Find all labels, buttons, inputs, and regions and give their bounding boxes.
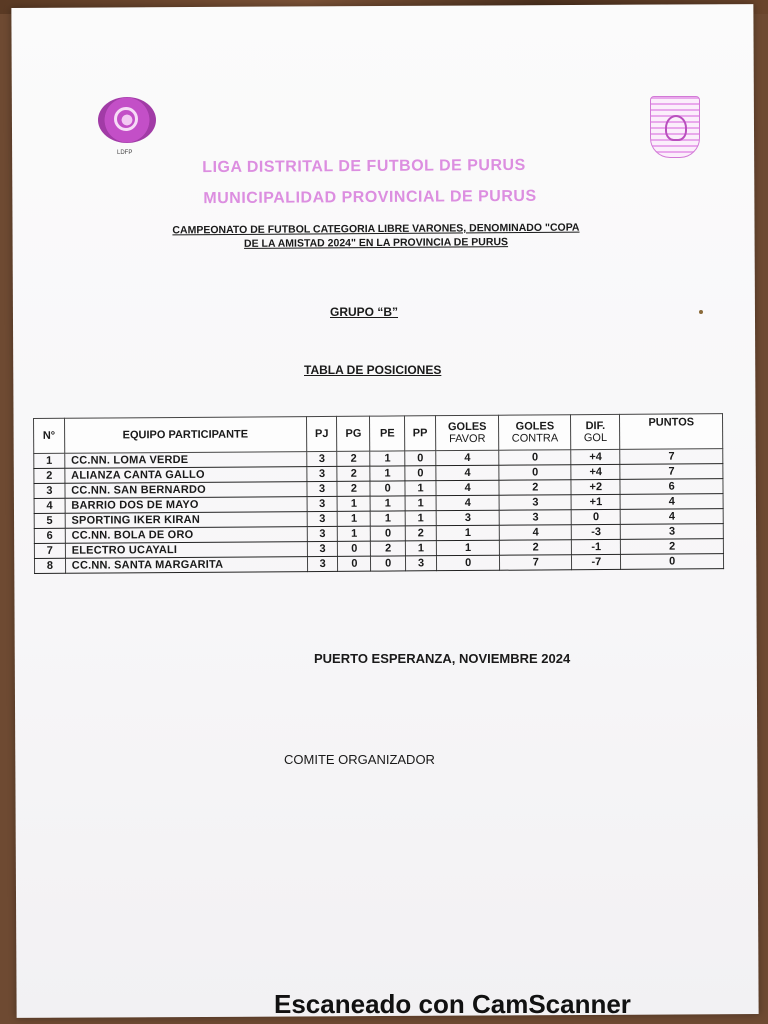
cell-goals-against: 0 bbox=[499, 450, 571, 466]
cell-num: 2 bbox=[34, 468, 65, 483]
cell-pj: 3 bbox=[306, 451, 337, 466]
cell-pp: 1 bbox=[405, 511, 436, 526]
cell-goal-diff: +1 bbox=[571, 494, 620, 509]
cell-team: SPORTING IKER KIRAN bbox=[65, 512, 307, 529]
cell-num: 1 bbox=[34, 453, 65, 468]
subtitle-line-1: CAMPEONATO DE FUTBOL CATEGORIA LIBRE VARONES, DENOMINADO "COPA bbox=[172, 221, 580, 237]
signature-label: COMITE ORGANIZADOR bbox=[284, 752, 435, 767]
cell-pp: 1 bbox=[405, 541, 436, 556]
cell-goals-for: 1 bbox=[436, 540, 500, 555]
cell-points: 4 bbox=[620, 494, 723, 510]
cell-goals-against: 4 bbox=[500, 525, 572, 541]
cell-team: ELECTRO UCAYALI bbox=[65, 542, 307, 559]
col-header-num: N° bbox=[34, 418, 65, 453]
cell-points: 3 bbox=[621, 524, 724, 540]
cell-pe: 1 bbox=[370, 496, 405, 511]
place-and-date: PUERTO ESPERANZA, NOVIEMBRE 2024 bbox=[314, 651, 571, 666]
cell-pj: 3 bbox=[307, 526, 338, 541]
cell-pj: 3 bbox=[307, 541, 338, 556]
subtitle-line-2: DE LA AMISTAD 2024" EN LA PROVINCIA DE PURUS bbox=[243, 236, 509, 250]
cell-goals-against: 2 bbox=[499, 480, 571, 496]
table-header-row bbox=[34, 414, 723, 454]
cell-team: BARRIO DOS DE MAYO bbox=[65, 497, 307, 514]
cell-points: 6 bbox=[620, 479, 723, 495]
municipality-title: MUNICIPALIDAD PROVINCIAL DE PURUS bbox=[203, 187, 537, 208]
cell-points: 0 bbox=[621, 554, 724, 570]
goals-for-line-1: GOLES bbox=[447, 420, 487, 434]
cell-goals-against: 2 bbox=[500, 540, 572, 556]
cell-pp: 3 bbox=[406, 556, 437, 571]
league-title: LIGA DISTRITAL DE FUTBOL DE PURUS bbox=[202, 156, 526, 177]
cell-points: 7 bbox=[620, 464, 723, 480]
cell-goals-against: 7 bbox=[500, 555, 572, 571]
goal-diff-line-1: DIF. bbox=[585, 420, 606, 433]
cell-pe: 0 bbox=[371, 556, 406, 571]
goals-against-line-1: GOLES bbox=[515, 420, 555, 433]
cell-points: 2 bbox=[621, 539, 724, 555]
scanner-watermark: Escaneado con CamScanner bbox=[274, 989, 631, 1019]
cell-pe: 2 bbox=[371, 541, 406, 556]
goals-against-line-2: CONTRA bbox=[511, 432, 559, 445]
col-header-pg: PG bbox=[337, 416, 370, 451]
cell-pg: 2 bbox=[337, 466, 370, 481]
cell-points: 4 bbox=[621, 509, 724, 525]
ldfp-logo-icon bbox=[98, 97, 156, 143]
cell-goals-for: 0 bbox=[436, 555, 500, 570]
col-header-points: PUNTOS bbox=[620, 414, 723, 450]
cell-goal-diff: -1 bbox=[572, 539, 621, 554]
col-header-goals-against bbox=[499, 415, 571, 451]
logo-caption: LDFP bbox=[117, 150, 133, 156]
cell-pe: 1 bbox=[370, 466, 405, 481]
cell-num: 4 bbox=[34, 498, 65, 513]
cell-pp: 2 bbox=[405, 526, 436, 541]
cell-goals-for: 4 bbox=[436, 450, 500, 465]
cell-goals-for: 4 bbox=[436, 465, 500, 480]
cell-pj: 3 bbox=[307, 496, 338, 511]
cell-pj: 3 bbox=[307, 466, 338, 481]
cell-goals-against: 3 bbox=[499, 495, 571, 511]
col-header-team: EQUIPO PARTICIPANTE bbox=[64, 417, 306, 454]
cell-pp: 1 bbox=[405, 496, 436, 511]
cell-goal-diff: 0 bbox=[571, 509, 620, 524]
cell-num: 3 bbox=[34, 483, 65, 498]
cell-goal-diff: +2 bbox=[571, 479, 620, 494]
cell-num: 8 bbox=[34, 558, 65, 573]
col-header-pe: PE bbox=[370, 416, 405, 451]
cell-team: CC.NN. SAN BERNARDO bbox=[65, 482, 307, 499]
cell-pe: 1 bbox=[370, 451, 405, 466]
cell-team: CC.NN. BOLA DE ORO bbox=[65, 527, 307, 544]
cell-goals-for: 4 bbox=[436, 495, 500, 510]
cell-pj: 3 bbox=[307, 511, 338, 526]
goals-for-line-2: FAVOR bbox=[449, 432, 486, 446]
cell-pp: 0 bbox=[405, 466, 436, 481]
cell-pe: 0 bbox=[370, 481, 405, 496]
cell-pg: 1 bbox=[338, 511, 371, 526]
col-header-goal-diff bbox=[571, 414, 620, 449]
goal-diff-line-2: GOL bbox=[583, 431, 608, 445]
cell-pp: 0 bbox=[405, 451, 436, 466]
cell-pg: 1 bbox=[338, 496, 371, 511]
cell-goal-diff: +4 bbox=[571, 464, 620, 479]
cell-goals-against: 0 bbox=[499, 465, 571, 481]
championship-subtitle bbox=[120, 220, 632, 252]
cell-num: 6 bbox=[34, 528, 65, 543]
table-heading: TABLA DE POSICIONES bbox=[304, 363, 442, 377]
cell-goals-for: 4 bbox=[436, 480, 500, 495]
cell-goals-against: 3 bbox=[500, 510, 572, 526]
cell-pg: 0 bbox=[338, 556, 371, 571]
cell-team: CC.NN. LOMA VERDE bbox=[64, 452, 306, 469]
cell-pe: 1 bbox=[370, 511, 405, 526]
col-header-pj: PJ bbox=[306, 416, 337, 451]
cell-pg: 0 bbox=[338, 541, 371, 556]
cell-pg: 2 bbox=[337, 451, 370, 466]
paper-speck bbox=[699, 310, 703, 314]
cell-goal-diff: -3 bbox=[571, 524, 620, 539]
municipal-crest-icon bbox=[650, 96, 700, 158]
cell-pe: 0 bbox=[371, 526, 406, 541]
cell-num: 5 bbox=[34, 513, 65, 528]
cell-goals-for: 1 bbox=[436, 525, 500, 540]
cell-team: ALIANZA CANTA GALLO bbox=[65, 467, 307, 484]
cell-points: 7 bbox=[620, 449, 723, 465]
cell-goals-for: 3 bbox=[436, 510, 500, 525]
group-heading: GRUPO “B” bbox=[330, 305, 399, 319]
cell-pg: 1 bbox=[338, 526, 371, 541]
cell-pp: 1 bbox=[405, 481, 436, 496]
cell-goal-diff: -7 bbox=[572, 554, 621, 569]
cell-pj: 3 bbox=[307, 556, 338, 571]
standings-table bbox=[33, 413, 724, 574]
col-header-goals-for bbox=[435, 415, 499, 450]
cell-num: 7 bbox=[34, 543, 65, 558]
cell-goal-diff: +4 bbox=[571, 449, 620, 464]
col-header-pp: PP bbox=[405, 416, 436, 451]
cell-pj: 3 bbox=[307, 481, 338, 496]
cell-team: CC.NN. SANTA MARGARITA bbox=[65, 557, 307, 574]
cell-pg: 2 bbox=[337, 481, 370, 496]
